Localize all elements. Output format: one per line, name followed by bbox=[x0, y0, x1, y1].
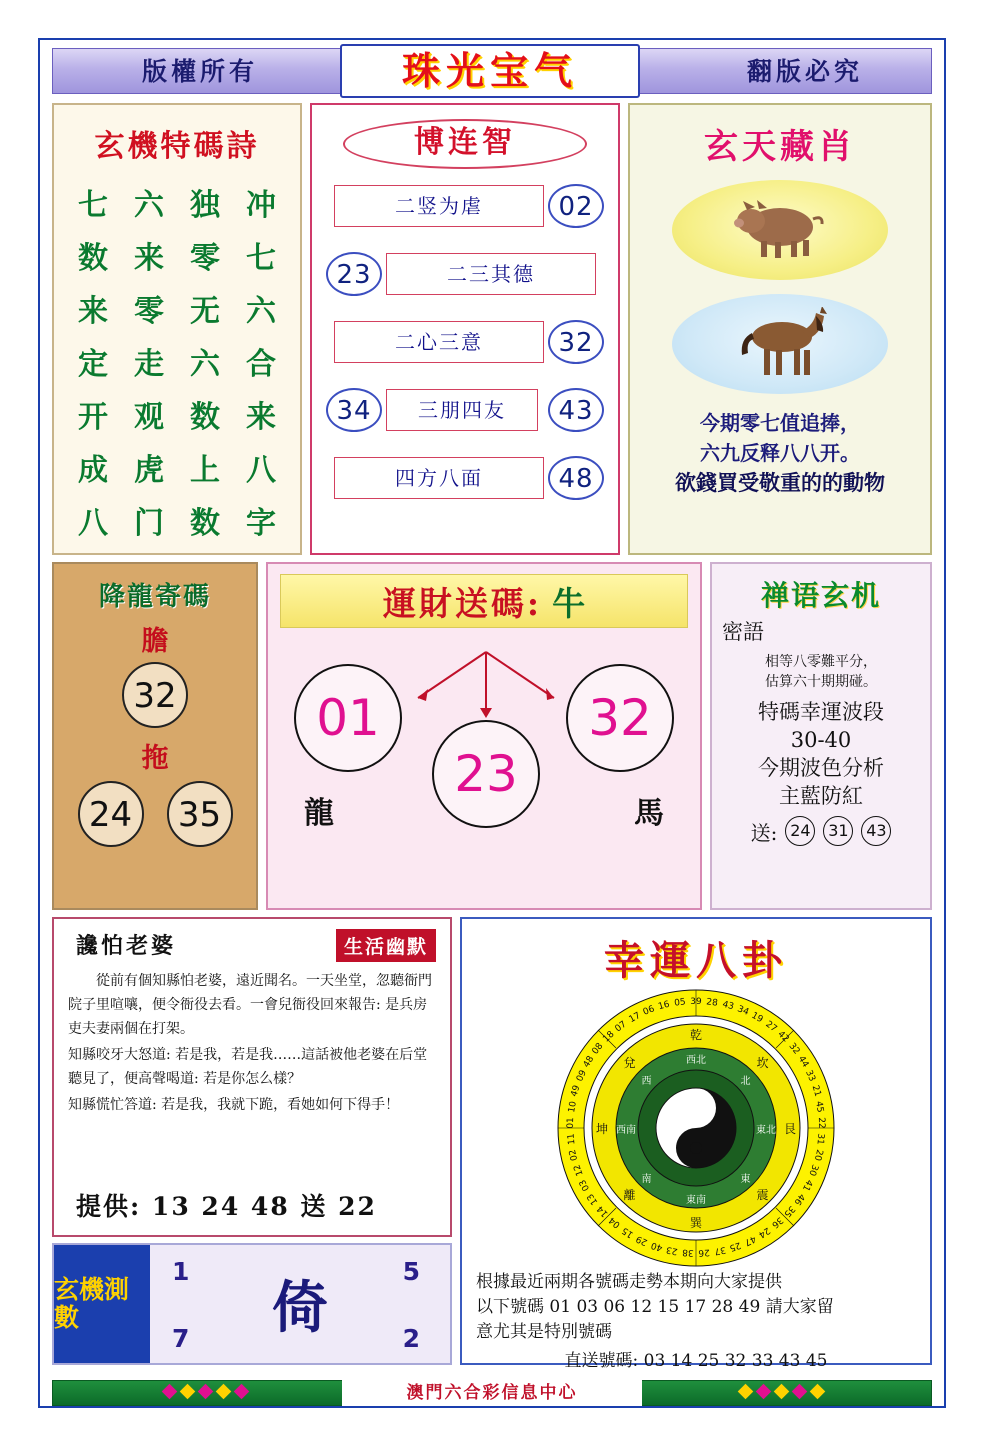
chanyu-send-number: 24 bbox=[785, 816, 815, 846]
poem-char: 零 bbox=[134, 294, 164, 329]
poem-char: 七 bbox=[246, 241, 276, 276]
bagua-outer-number: 14 bbox=[595, 1203, 612, 1219]
bagua-note bbox=[462, 1270, 930, 1374]
poem-char: 定 bbox=[78, 347, 108, 382]
bagua-outer-number: 45 bbox=[813, 1100, 826, 1114]
bagua-trigram-label: 坎 bbox=[756, 1055, 769, 1070]
bolianzhi-number: 48 bbox=[548, 456, 604, 500]
bagua-outer-number: 40 bbox=[649, 1239, 664, 1253]
bagua-trigram-label: 巽 bbox=[689, 1216, 702, 1230]
bolianzhi-text: 二心三意 bbox=[334, 321, 544, 363]
poem-char: 上 bbox=[190, 453, 220, 488]
poem-char: 来 bbox=[134, 241, 164, 276]
bagua-outer-number: 33 bbox=[803, 1069, 818, 1084]
poem-char: 八 bbox=[78, 506, 108, 541]
bagua-outer-number: 16 bbox=[657, 999, 672, 1013]
copyright-right-text: 翻版必究 bbox=[746, 57, 863, 86]
chanyu-wave-range: 30-40 bbox=[790, 728, 852, 752]
zodiac-line-3: 欲錢買受敬重的的動物 bbox=[675, 470, 885, 495]
bagua-outer-number: 19 bbox=[749, 1010, 765, 1026]
bolianzhi-row bbox=[312, 253, 618, 315]
bagua-outer-number: 36 bbox=[769, 1214, 785, 1230]
bagua-outer-number: 01 bbox=[565, 1117, 577, 1129]
bagua-outer-number: 20 bbox=[811, 1148, 825, 1162]
bagua-note-line: 根據最近兩期各號碼走勢本期向大家提供 bbox=[476, 1272, 782, 1292]
jianglong-title: 降龍寄碼 bbox=[98, 582, 211, 612]
bagua-outer-number: 21 bbox=[809, 1084, 823, 1099]
yuncai-header bbox=[280, 574, 688, 628]
xuanji-top-left: 1 bbox=[172, 1257, 190, 1286]
chanyu-secret bbox=[712, 652, 930, 692]
bagua-direction-label: 東南 bbox=[686, 1195, 706, 1206]
joke-paragraph: 從前有個知縣怕老婆，遠近聞名。一天坐堂，忽聽衙門院子里喧嚷，便令衙役去看。一會兒衙役回來報告: 是兵房吏夫妻兩個在打架。 bbox=[68, 973, 432, 1037]
bagua-outer-number: 06 bbox=[641, 1004, 657, 1018]
diamond-icon bbox=[774, 1384, 790, 1400]
xuanji-title bbox=[54, 1245, 150, 1363]
poem-char: 冲 bbox=[246, 188, 276, 223]
poem-panel bbox=[52, 103, 302, 555]
joke-title: 讒怕老婆 bbox=[76, 933, 177, 959]
poem-char: 走 bbox=[134, 347, 164, 382]
horse-image bbox=[672, 294, 888, 394]
bolianzhi-number: 32 bbox=[548, 320, 604, 364]
yuncai-right-label: 馬 bbox=[634, 796, 664, 831]
bagua-outer-number: 28 bbox=[705, 997, 719, 1009]
poem-char: 虎 bbox=[134, 453, 164, 488]
bagua-outer-number: 44 bbox=[795, 1054, 811, 1070]
poem-char: 来 bbox=[246, 400, 276, 435]
poem-char: 六 bbox=[134, 188, 164, 223]
yuncai-panel bbox=[266, 562, 702, 910]
bagua-outer-number: 09 bbox=[574, 1069, 589, 1084]
bolianzhi-text: 四方八面 bbox=[334, 457, 544, 499]
bagua-outer-number: 35 bbox=[780, 1203, 797, 1219]
bolianzhi-panel bbox=[310, 103, 620, 555]
chanyu-analysis-label: 今期波色分析 bbox=[758, 756, 884, 780]
chanyu-wave bbox=[712, 698, 930, 810]
yuncai-left-number: 01 bbox=[294, 664, 402, 772]
bolianzhi-number-left: 34 bbox=[326, 388, 382, 432]
bagua-outer-number: 46 bbox=[791, 1190, 806, 1207]
bolianzhi-number: 02 bbox=[548, 184, 604, 228]
bagua-panel bbox=[460, 917, 932, 1371]
bagua-outer-number: 32 bbox=[786, 1041, 802, 1057]
joke-panel bbox=[52, 917, 452, 1237]
bagua-direction-label: 西南 bbox=[616, 1125, 636, 1136]
bagua-trigram-label: 坤 bbox=[595, 1122, 608, 1136]
chanyu-secret-line: 相等八零難平分， bbox=[765, 654, 877, 670]
footer-diamonds-right bbox=[740, 1386, 823, 1397]
poem-char: 观 bbox=[134, 400, 164, 435]
bagua-outer-number: 49 bbox=[569, 1084, 583, 1099]
chanyu-send-number: 43 bbox=[861, 816, 891, 846]
bagua-trigram-label: 艮 bbox=[783, 1122, 796, 1136]
diamond-icon bbox=[162, 1384, 178, 1400]
joke-paragraph: 知縣咬牙大怒道: 若是我，若是我……這話被他老婆在后堂聽見了，便高聲喝道: 若是你怎么樣？ bbox=[68, 1047, 428, 1087]
bagua-outer-number: 43 bbox=[720, 999, 735, 1013]
xuanji-title-text: 玄機測數 bbox=[54, 1275, 130, 1332]
poem-char: 无 bbox=[190, 294, 220, 329]
yuncai-center-number: 23 bbox=[432, 720, 540, 828]
joke-paragraph: 知縣慌忙答道: 若是我，我就下跪，看她如何下得手！ bbox=[68, 1097, 400, 1113]
bagua-outer-number: 23 bbox=[665, 1243, 679, 1256]
bagua-outer-number: 12 bbox=[572, 1163, 586, 1178]
jianglong-panel bbox=[52, 562, 258, 910]
bagua-outer-number: 42 bbox=[775, 1029, 791, 1045]
bagua-outer-number: 26 bbox=[697, 1246, 711, 1258]
bagua-outer-number: 41 bbox=[799, 1177, 814, 1193]
poem-char: 六 bbox=[190, 347, 220, 382]
diamond-icon bbox=[756, 1384, 772, 1400]
poem-char: 门 bbox=[134, 506, 164, 541]
poem-grid bbox=[54, 179, 300, 550]
jianglong-tuo-numbers bbox=[54, 781, 256, 847]
poem-char: 成 bbox=[78, 453, 108, 488]
horse-icon bbox=[724, 307, 836, 381]
bagua-outer-number: 24 bbox=[756, 1224, 772, 1240]
bagua-outer-number: 27 bbox=[763, 1019, 779, 1035]
diamond-icon bbox=[792, 1384, 808, 1400]
bagua-outer-number: 38 bbox=[681, 1246, 695, 1258]
diamond-icon bbox=[198, 1384, 214, 1400]
bagua-direction-label: 西北 bbox=[686, 1055, 706, 1066]
bolianzhi-row bbox=[312, 457, 618, 519]
bolianzhi-text: 二竖为虐 bbox=[334, 185, 544, 227]
joke-provided-numbers: 提供: 13 24 48 送 22 bbox=[76, 1192, 377, 1221]
poem-char: 合 bbox=[246, 347, 276, 382]
bagua-wheel bbox=[556, 988, 836, 1268]
bagua-outer-number: 48 bbox=[581, 1054, 597, 1070]
bagua-outer-number: 05 bbox=[673, 997, 687, 1009]
pig-icon bbox=[725, 197, 835, 263]
bagua-outer-number: 29 bbox=[634, 1232, 650, 1247]
bagua-outer-number: 08 bbox=[590, 1041, 606, 1057]
diamond-icon bbox=[180, 1384, 196, 1400]
bolianzhi-row bbox=[312, 321, 618, 383]
bagua-title: 幸運八卦 bbox=[604, 937, 788, 984]
poem-char: 数 bbox=[190, 506, 220, 541]
bolianzhi-row bbox=[312, 389, 618, 451]
bagua-trigram-label: 離 bbox=[623, 1188, 636, 1203]
bolianzhi-text: 二三其德 bbox=[386, 253, 596, 295]
chanyu-send-row bbox=[712, 816, 930, 846]
jianglong-dan-number: 32 bbox=[122, 662, 188, 728]
bolianzhi-number: 43 bbox=[548, 388, 604, 432]
zodiac-panel bbox=[628, 103, 932, 555]
chanyu-panel bbox=[710, 562, 932, 910]
zodiac-line-2: 六九反释八八开。 bbox=[700, 441, 860, 465]
bagua-trigram-label: 乾 bbox=[689, 1028, 702, 1042]
bagua-outer-number: 10 bbox=[566, 1100, 579, 1114]
bagua-outer-number: 07 bbox=[613, 1019, 629, 1035]
joke-badge: 生活幽默 bbox=[336, 929, 436, 962]
bagua-outer-number: 30 bbox=[806, 1163, 820, 1178]
bagua-outer-number: 02 bbox=[567, 1148, 581, 1162]
bagua-outer-number: 18 bbox=[601, 1029, 617, 1045]
zodiac-verse bbox=[630, 408, 930, 498]
bagua-outer-number: 39 bbox=[690, 997, 702, 1007]
chanyu-subtitle: 密語 bbox=[722, 620, 764, 644]
jianglong-tuo-number: 24 bbox=[78, 781, 144, 847]
diamond-icon bbox=[810, 1384, 826, 1400]
bagua-direction-label: 東北 bbox=[756, 1125, 776, 1136]
bagua-outer-number: 31 bbox=[814, 1132, 826, 1146]
zodiac-line-1: 今期零七值追捧， bbox=[700, 411, 860, 435]
chanyu-title: 禅语玄机 bbox=[760, 579, 881, 612]
poem-column bbox=[67, 179, 119, 550]
yuncai-right-number: 32 bbox=[566, 664, 674, 772]
xuanji-panel bbox=[52, 1243, 452, 1365]
xuanji-bottom-left: 7 bbox=[172, 1324, 190, 1353]
bolianzhi-number: 23 bbox=[326, 252, 382, 296]
poem-panel-title: 玄機特碼詩 bbox=[94, 129, 260, 164]
chanyu-send-number: 31 bbox=[823, 816, 853, 846]
copyright-left-text: 版權所有 bbox=[141, 57, 258, 86]
bagua-outer-number: 13 bbox=[586, 1190, 601, 1207]
bagua-direction-label: 西 bbox=[641, 1075, 652, 1087]
xuanji-center-char: 倚 bbox=[272, 1275, 328, 1341]
jianglong-dan-label: 膽 bbox=[141, 626, 169, 657]
bolianzhi-text: 三朋四友 bbox=[386, 389, 538, 431]
bagua-outer-number: 17 bbox=[627, 1010, 643, 1026]
bagua-direction-label: 北 bbox=[740, 1075, 751, 1087]
poem-char: 六 bbox=[246, 294, 276, 329]
bagua-outer-number: 03 bbox=[578, 1177, 593, 1193]
bagua-trigram-label: 兌 bbox=[623, 1055, 636, 1070]
poem-column bbox=[235, 179, 287, 550]
yuncai-left-label: 龍 bbox=[304, 796, 334, 831]
poem-char: 七 bbox=[78, 188, 108, 223]
chanyu-wave-label: 特碼幸運波段 bbox=[758, 700, 884, 724]
bagua-direction-label: 東 bbox=[740, 1174, 751, 1186]
xuanji-bottom-right: 2 bbox=[402, 1324, 420, 1353]
bolianzhi-row bbox=[312, 185, 618, 247]
poem-char: 开 bbox=[78, 400, 108, 435]
chanyu-analysis-value: 主藍防紅 bbox=[779, 784, 863, 808]
chanyu-send-label: 送: bbox=[750, 820, 778, 845]
footer-diamonds-left bbox=[164, 1386, 247, 1397]
bagua-direction-labels bbox=[556, 988, 836, 1268]
diamond-icon bbox=[234, 1384, 250, 1400]
bagua-direction-label: 南 bbox=[641, 1174, 652, 1186]
bagua-outer-number: 15 bbox=[620, 1224, 636, 1240]
diamond-icon bbox=[738, 1384, 754, 1400]
yuncai-body bbox=[268, 628, 700, 908]
joke-body bbox=[68, 969, 440, 1119]
bagua-outer-number: 04 bbox=[607, 1214, 623, 1230]
poem-char: 数 bbox=[78, 241, 108, 276]
poem-char: 零 bbox=[190, 241, 220, 276]
bagua-direct-numbers: 直送號碼: 03 14 25 32 33 43 45 bbox=[564, 1351, 828, 1371]
diamond-icon bbox=[216, 1384, 232, 1400]
bagua-outer-number: 47 bbox=[742, 1232, 758, 1247]
bagua-outer-number: 22 bbox=[815, 1117, 827, 1129]
page-title: 珠光宝气 bbox=[340, 44, 640, 98]
yuncai-zodiac: 牛 bbox=[552, 583, 586, 623]
pig-image bbox=[672, 180, 888, 280]
bagua-note-line: 意尤其是特別號碼 bbox=[476, 1322, 612, 1342]
jianglong-tuo-number: 35 bbox=[167, 781, 233, 847]
bagua-outer-number: 25 bbox=[728, 1239, 743, 1253]
jianglong-tuo-label: 拖 bbox=[141, 743, 169, 774]
chanyu-secret-line: 估算六十期期碰。 bbox=[765, 674, 877, 690]
bagua-note-line: 以下號碼 01 03 06 12 15 17 28 49 請大家留 bbox=[476, 1297, 834, 1317]
footer-text: 澳門六合彩信息中心 bbox=[342, 1380, 642, 1406]
poem-char: 来 bbox=[78, 294, 108, 329]
poem-column bbox=[179, 179, 231, 550]
xuanji-top-right: 5 bbox=[402, 1257, 420, 1286]
bagua-outer-number: 11 bbox=[566, 1132, 578, 1146]
poem-char: 八 bbox=[246, 453, 276, 488]
yuncai-title: 運財送碼: bbox=[382, 583, 543, 623]
bagua-trigram-label: 震 bbox=[756, 1188, 769, 1203]
poem-char: 独 bbox=[190, 188, 220, 223]
xuanji-numbers bbox=[150, 1245, 450, 1363]
poem-char: 字 bbox=[246, 506, 276, 541]
bagua-outer-number: 37 bbox=[713, 1243, 727, 1256]
zodiac-panel-title: 玄天藏肖 bbox=[704, 127, 856, 167]
poem-char: 数 bbox=[190, 400, 220, 435]
bagua-outer-number: 34 bbox=[735, 1004, 751, 1018]
bolianzhi-title: 博连智 bbox=[343, 119, 587, 169]
poem-column bbox=[123, 179, 175, 550]
